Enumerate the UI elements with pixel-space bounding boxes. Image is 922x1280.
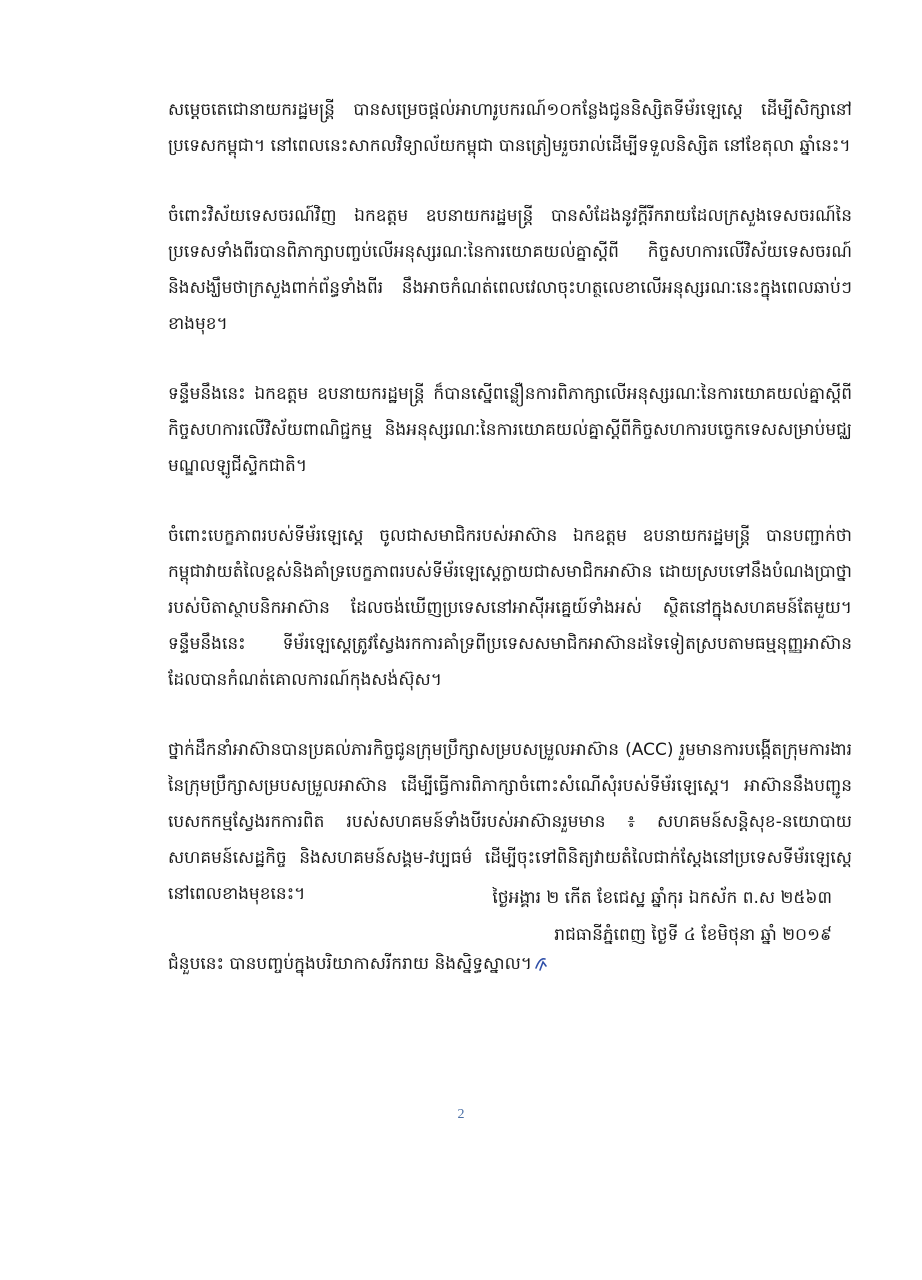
lunar-date-line: ថ្ងៃអង្គារ ២ កើត ខែជេស្ឋ ឆ្នាំកុរ ឯកស័ក ព.ស ២៥៦៣	[492, 888, 832, 908]
handwritten-initial-mark-icon	[534, 956, 548, 972]
paragraph-acc-mission: ថ្នាក់ដឹកនាំអាស៊ានបានប្រគល់ភារកិច្ចជូនក្រុមប្រឹក្សាសម្របសម្រួលអាស៊ាន (ACC) រួមមានការបង្កើតក្រុមការងារនៃក្រុមប្រឹក្សាសម្របសម្រួលអាស៊ាន ដើម្បីធ្វើការពិភាក្សាចំពោះសំណើសុំរបស់ទីម័រឡេស្តេ។ អាស៊ាននឹងបញ្ជូនបេសកកម្មស្វែងរកការពិត របស់សហគមន៍ទាំងបីរបស់អាស៊ានរួមមាន ៖ សហគមន៍សន្តិសុខ-នយោបាយ សហគមន៍សេដ្ឋកិច្ច និងសហគមន៍សង្គម-វប្បធម៌ ដើម្បីចុះទៅពិនិត្យវាយតំលៃជាក់ស្តែងនៅប្រទេសទីម័រឡេស្តេ នៅពេលខាងមុខនេះ។	[168, 740, 852, 904]
place-date-line: រាជធានីភ្នំពេញ ថ្ងៃទី ៤ ខែមិថុនា ឆ្នាំ ២០១៩	[554, 925, 832, 945]
paragraph-tourism: ចំពោះវិស័យទេសចរណ៍វិញ ឯកឧត្តម ឧបនាយករដ្ឋមន្ត្រី បានសំដែងនូវក្ដីរីករាយដែលក្រសួងទេសចរណ៍នៃប្រទេសទាំងពីរបានពិភាក្សាបញ្ចប់លើអនុស្សរណៈនៃការយោគយល់គ្នាស្ដីពី កិច្ចសហការលើវិស័យទេសចរណ៍ និងសង្ឃឹមថាក្រសួងពាក់ព័ន្ធទាំងពីរ នឹងអាចកំណត់ពេលវេលាចុះហត្ថលេខាលើអនុស្សរណៈនេះក្នុងពេលឆាប់ៗខាងមុខ។	[168, 206, 852, 334]
document-body	[168, 92, 852, 982]
closing-text: ជំនួបនេះ បានបញ្ចប់ក្នុងបរិយាកាសរីករាយ និងស្និទ្ធស្នាល។	[168, 954, 533, 974]
paragraph-trade-logistics: ទន្ទឹមនឹងនេះ ឯកឧត្តម ឧបនាយករដ្ឋមន្ត្រី ក៏បានស្នើពន្លឿនការពិភាក្សាលើអនុស្សរណៈនៃការយោគយល់គ្នាស្ដីពីកិច្ចសហការលើវិស័យពាណិជ្ជកម្ម និងអនុស្សរណៈនៃការយោគយល់គ្នាស្ដីពីកិច្ចសហការបច្ចេកទេសសម្រាប់មជ្ឈមណ្ឌលឡូជីស្ទិកជាតិ។	[168, 384, 852, 476]
date-block	[492, 880, 832, 954]
page-number: 2	[457, 1107, 465, 1122]
paragraph-asean-candidacy: ចំពោះបេក្ខភាពរបស់ទីម័រឡេស្តេ ចូលជាសមាជិករបស់អាស៊ាន ឯកឧត្តម ឧបនាយករដ្ឋមន្ត្រី បានបញ្ជាក់ថា កម្ពុជាវាយតំលៃខ្ពស់និងគាំទ្របេក្ខភាពរបស់ទីម័រឡេស្តេក្លាយជាសមាជិកអាស៊ាន ដោយស្របទៅនឹងបំណងប្រាថ្នារបស់បិតាស្ថាបនិកអាស៊ាន ដែលចង់ឃើញប្រទេសនៅអាស៊ីអគ្នេយ៍ទាំងអស់ ស្ថិតនៅក្នុងសហគមន៍តែមួយ។ ទន្ទឹមនឹងនេះ ទីម័រឡេស្តេត្រូវស្វែងរកការគាំទ្រពីប្រទេសសមាជិកអាស៊ានដទៃទៀតស្របតាមធម្មនុញ្ញអាស៊ានដែលបានកំណត់គោលការណ៍កុងសង់ស៊ុស។	[168, 526, 852, 690]
paragraph-scholarship: សម្ដេចតេជោនាយករដ្ឋមន្ត្រី បានសម្រេចផ្ដល់អាហារូបករណ៍១០កន្លែងជូននិស្សិតទីម័រឡេស្តេ ដើម្បីសិក្សានៅប្រទេសកម្ពុជា។ នៅពេលនេះសាកលវិទ្យាល័យកម្ពុជា បានត្រៀមរួចរាល់ដើម្បីទទួលនិស្សិត នៅខែតុលា ឆ្នាំនេះ។	[168, 100, 852, 156]
